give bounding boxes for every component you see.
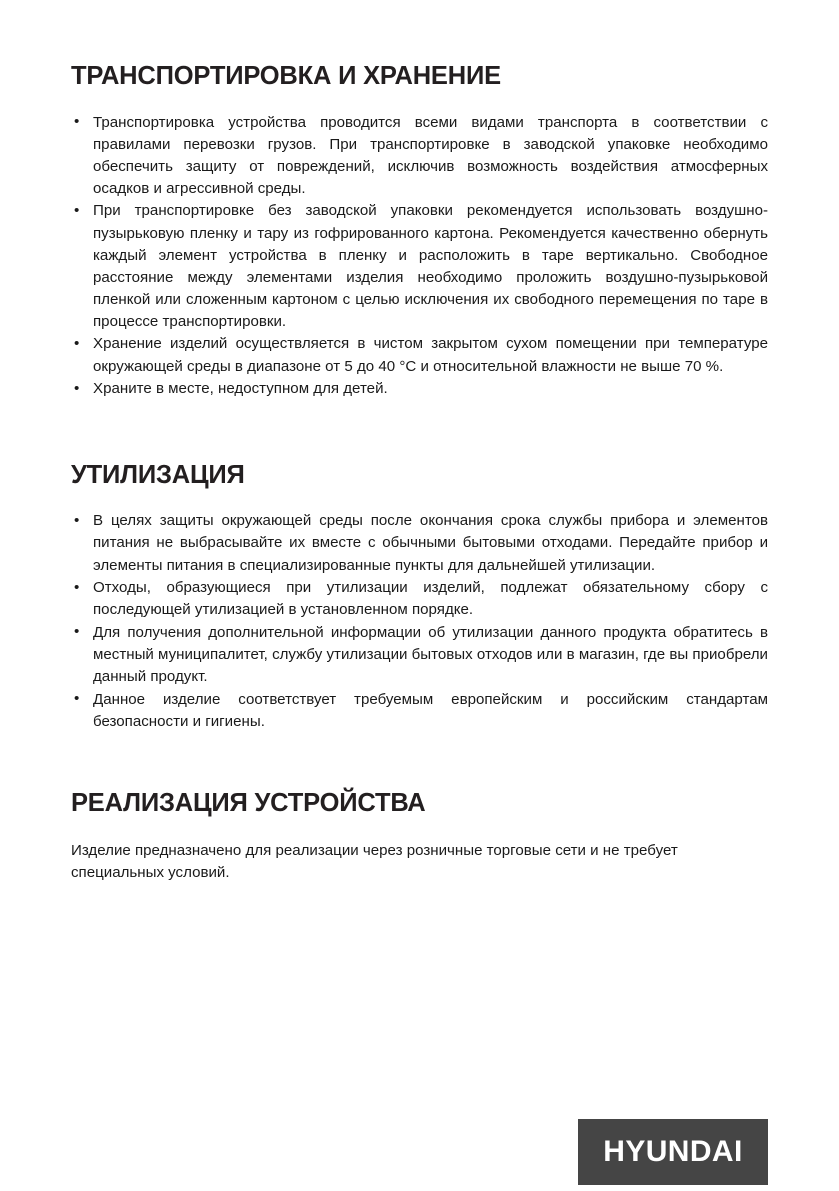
list-item [71, 577, 768, 621]
section-heading-sales: РЕАЛИЗАЦИЯ УСТРОЙСТВА [71, 789, 426, 818]
section-transport-storage [71, 62, 768, 400]
section-heading-transport-storage: ТРАНСПОРТИРОВКА И ХРАНЕНИЕ [71, 62, 501, 90]
list-item-text: Для получения дополнительной информации об утилизации данного продукта обратитесь в местный муниципалитет, службу утилизации бытовых отходов или в магазин, где вы приобрели данный продукт. [93, 623, 768, 685]
list-item [71, 200, 768, 333]
section-sales [71, 789, 768, 884]
hyundai-logo-text: HYUNDAI [603, 1135, 743, 1168]
list-item-text: Данное изделие соответствует требуемым европейским и российским стандартам безопасности и гигиены. [93, 690, 768, 730]
list-item-text: Храните в месте, недоступном для детей. [93, 380, 388, 398]
document-content [71, 62, 768, 884]
list-item [71, 689, 768, 733]
bullet-list-disposal [71, 510, 768, 732]
list-item [71, 378, 768, 400]
list-item [71, 510, 768, 576]
list-item [71, 333, 768, 377]
section-disposal [71, 461, 768, 733]
hyundai-logo [578, 1119, 768, 1185]
list-item-text: Отходы, образующиеся при утилизации изделий, подлежат обязательному сбору с последующей утилизацией в установленном порядке. [93, 579, 768, 619]
list-item-text: При транспортировке без заводской упаковки рекомендуется использовать воздушно-пузырьковую пленку и тару из гофрированного картона. Рекомендуется качественно обернуть каждый элемент устройства в пленку и расположить в таре вертикально. Свободное расстояние между элементами изделия необходимо проложить воздушно-пузырьковой пленкой или сложенным картоном с целью исключения их свободного перемещения по таре в процессе транспортировки. [93, 202, 768, 330]
list-item-text: В целях защиты окружающей среды после окончания срока службы прибора и элементов питания не выбрасывайте их вместе с обычными бытовыми отходами. Передайте прибор и элементы питания в специализированные пункты для дальнейшей утилизации. [93, 512, 768, 574]
list-item-text: Хранение изделий осуществляется в чистом закрытом сухом помещении при температуре окружающей среды в диапазоне от 5 до 40 °C и относительной влажности не выше 70 %. [93, 335, 768, 375]
list-item-text: Транспортировка устройства проводится всеми видами транспорта в соответствии с правилами перевозки грузов. При транспортировке в заводской упаковке необходимо обеспечить защиту от повреждений, исключив возможность воздействия атмосферных осадков и агрессивной среды. [93, 113, 768, 197]
section-heading-disposal: УТИЛИЗАЦИЯ [71, 460, 245, 489]
section-paragraph-sales: Изделие предназначено для реализации через розничные торговые сети и не требует специальных условий. [71, 841, 678, 881]
list-item [71, 622, 768, 688]
bullet-list-transport-storage [71, 112, 768, 401]
list-item [71, 112, 768, 200]
